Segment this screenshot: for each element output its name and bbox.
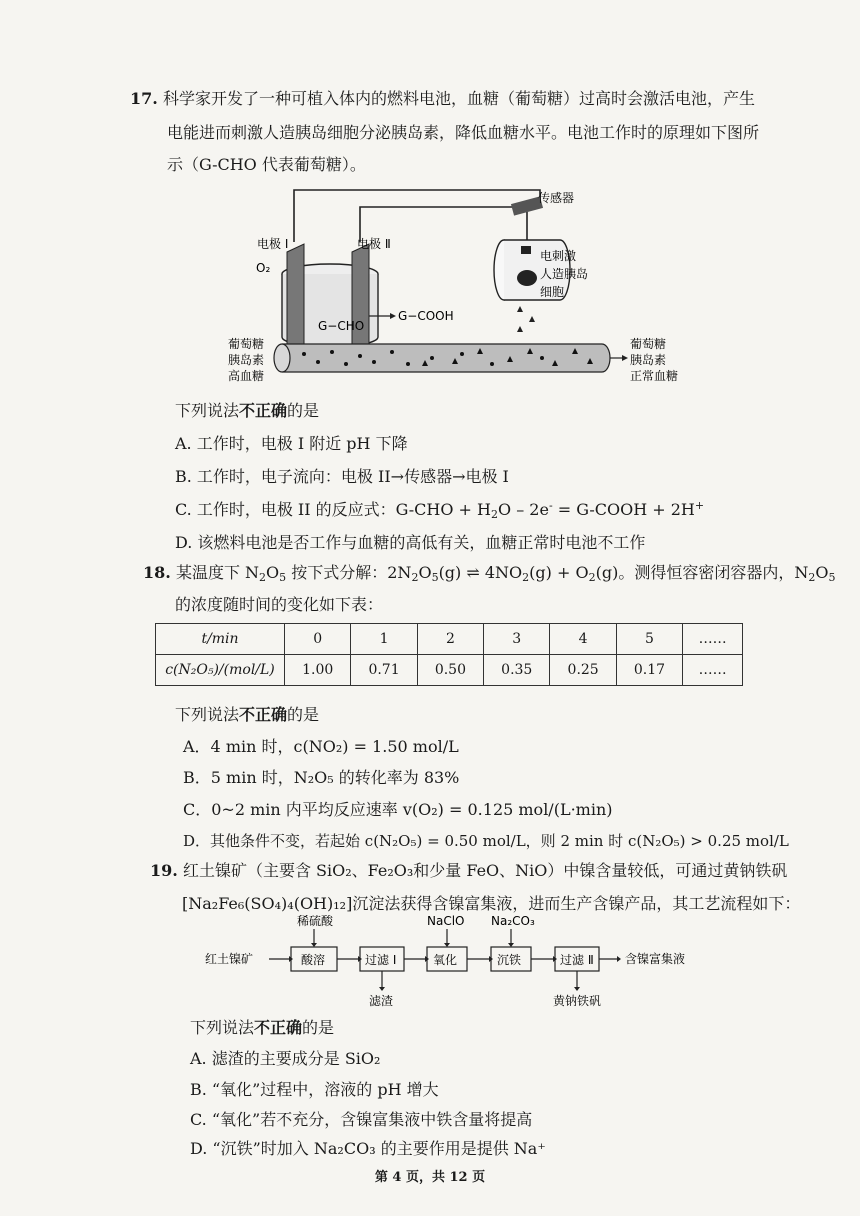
q19-number: 19.	[150, 861, 178, 880]
table-header-time: t/min	[156, 624, 285, 655]
fuel-cell-diagram	[222, 182, 692, 394]
gcooh-label: G−COOH	[398, 309, 454, 323]
left-label-1: 葡萄糖	[228, 337, 265, 351]
gcho-label: G−CHO	[318, 319, 365, 333]
table-cell: 1	[351, 624, 417, 655]
electrode-2-label: 电极 Ⅱ	[357, 237, 391, 251]
q18-line-1: 18. 某温度下 $N_2O_5$ 按下式分解：$2N_2O_5(g)$ ⇌ $4NO_2(g) + O_2(g)$。测得恒容密闭容器内，$N_2O_5$	[143, 563, 836, 584]
electrode-1-label: 电极 I	[257, 237, 289, 251]
stim-label-1: 电刺激	[540, 249, 577, 263]
left-label-3: 高血糖	[228, 369, 265, 383]
q17-line-1: 17. 科学家开发了一种可植入体内的燃料电池，血糖（葡萄糖）过高时会激活电池，产生	[130, 89, 755, 108]
table-cell: 1.00	[285, 655, 351, 686]
table-cell: 0	[285, 624, 351, 655]
table-cell: 5	[616, 624, 682, 655]
flow-box-filter2: 过滤 Ⅱ	[560, 953, 594, 967]
right-label-3: 正常血糖	[630, 369, 679, 383]
islet-cell-icon	[517, 270, 537, 286]
waste-jarosite: 黄钠铁矾	[553, 994, 602, 1008]
q17-option-a: A. 工作时，电极 I 附近 pH 下降	[175, 434, 408, 453]
table-cell: 0.50	[417, 655, 483, 686]
q18-option-a: A．4 min 时，c(NO₂) = 1.50 mol/L	[183, 737, 459, 756]
q18-option-b: B．5 min 时，N₂O₅ 的转化率为 83%	[183, 768, 460, 787]
flow-box-filter1: 过滤 I	[365, 953, 397, 967]
table-cell: 0.17	[616, 655, 682, 686]
stim-label-3: 细胞	[540, 285, 565, 299]
table-cell: 0.25	[550, 655, 616, 686]
flow-start: 红土镍矿	[205, 952, 254, 966]
page-footer: 第 4 页，共 12 页	[374, 1170, 486, 1185]
q18-prompt: 下列说法不正确的是	[175, 705, 320, 724]
flow-box-acid: 酸溶	[301, 953, 326, 967]
stim-label-2: 人造胰岛	[540, 267, 589, 281]
table-cell: ……	[683, 624, 743, 655]
table-cell: 4	[550, 624, 616, 655]
table-row	[156, 655, 743, 686]
q17-number: 17.	[130, 89, 158, 108]
process-flow-diagram	[205, 915, 715, 1015]
q17-option-b: B. 工作时，电子流向：电极 II→传感器→电极 I	[175, 467, 509, 486]
left-label-2: 胰岛素	[228, 353, 265, 367]
table-cell: 3	[484, 624, 550, 655]
q19-option-d: D. “沉铁”时加入 Na₂CO₃ 的主要作用是提供 Na⁺	[190, 1139, 546, 1158]
q17-option-c: C. 工作时，电极 II 的反应式：$G-CHO + H_2O - 2e^-$ = G-COOH + 2H+	[175, 499, 705, 521]
q17-option-d: D. 该燃料电池是否工作与血糖的高低有关，血糖正常时电池不工作	[175, 533, 646, 552]
q18-line-2: 的浓度随时间的变化如下表：	[175, 595, 384, 614]
q19-line-2: [Na₂Fe₆(SO₄)₄(OH)₁₂]沉淀法获得含镍富集液，进而生产含镍产品，其工艺流程如下：	[182, 894, 801, 913]
table-cell: 0.35	[484, 655, 550, 686]
q19-option-c: C. “氧化”若不充分，含镍富集液中铁含量将提高	[190, 1110, 533, 1129]
q17-line-3: 示（G-CHO 代表葡萄糖）。	[167, 155, 366, 174]
q19-line-1: 19. 红土镍矿（主要含 SiO₂、Fe₂O₃和少量 FeO、NiO）中镍含量较低，可通过黄钠铁矾	[150, 861, 788, 880]
reagent-na2co3: Na₂CO₃	[491, 915, 535, 928]
q17-prompt: 下列说法不正确的是	[175, 401, 320, 420]
flow-box-iron: 沉铁	[497, 953, 522, 967]
q18-number: 18.	[143, 563, 171, 582]
right-label-2: 胰岛素	[630, 353, 667, 367]
q18-option-c: C．0~2 min 内平均反应速率 v(O₂) = 0.125 mol/(L·min)	[183, 800, 613, 819]
reagent-naclo: NaClO	[427, 915, 465, 928]
table-cell: ……	[683, 655, 743, 686]
right-label-1: 葡萄糖	[630, 337, 667, 351]
q17-line-2: 电能进而刺激人造胰岛细胞分泌胰岛素，降低血糖水平。电池工作时的原理如下图所	[167, 123, 760, 142]
flow-box-oxidize: 氧化	[433, 953, 458, 967]
q19-prompt: 下列说法不正确的是	[190, 1018, 335, 1037]
flow-end: 含镍富集液	[625, 952, 686, 966]
concentration-table	[155, 623, 743, 686]
o2-label: O₂	[256, 261, 271, 275]
table-cell: 2	[417, 624, 483, 655]
table-cell: 0.71	[351, 655, 417, 686]
waste-residue: 滤渣	[369, 994, 394, 1008]
q19-option-a: A. 滤渣的主要成分是 SiO₂	[190, 1049, 381, 1068]
q18-option-d: D．其他条件不变，若起始 c(N₂O₅) = 0.50 mol/L，则 2 min 时 c(N₂O₅) > 0.25 mol/L	[183, 832, 789, 850]
table-header-concentration: c(N₂O₅)/(mol/L)	[156, 655, 285, 686]
sensor-label: 传感器	[538, 191, 575, 205]
reagent-acid: 稀硫酸	[297, 915, 334, 928]
table-row	[156, 624, 743, 655]
q19-option-b: B. “氧化”过程中，溶液的 pH 增大	[190, 1080, 439, 1099]
